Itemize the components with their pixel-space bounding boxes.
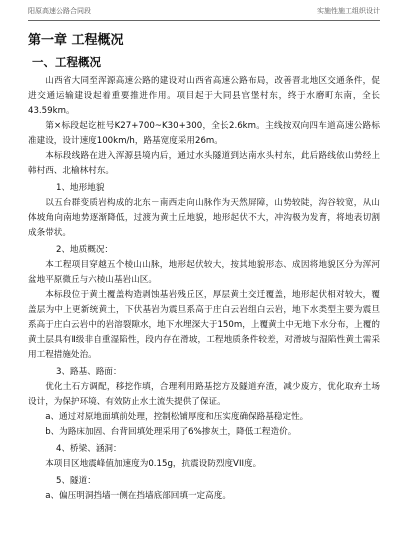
geology-heading: 2、地质概况：: [56, 245, 114, 255]
page-header: [28, 0, 380, 21]
roadbed-item-a: a、通过对原地面填前处理，控制松铺厚度和压实度确保路基稳定性。: [45, 412, 309, 422]
bridge-heading: 4、桥梁、涵洞：: [56, 444, 122, 454]
geology-paragraph-1: 本工程项目穿越五个棱山山脉，地形起伏较大，按其地貌形态、成因将地貌区分为浑河盆地平原微丘与六棱山基岩山区。: [28, 260, 380, 285]
roadbed-item-b: b、为路床加固、台背回填处理采用了6%掺灰土，降低工程造价。: [45, 427, 297, 437]
bridge-paragraph: 本项目区地震峰值加速度为0.15g，抗震设防烈度VII度。: [45, 459, 262, 469]
roadbed-paragraph: 优化土石方调配，移挖作填，合理利用路基挖方及隧道弃渣，减少废方，优化取弃土场设计，为保护环境、有效防止水土流失提供了保证。: [28, 382, 380, 407]
bid-paragraph: 第×标段起讫桩号K27+700~K30+300，全长2.6km。主线按双向四车道高速公路标准建设，设计速度100km/h，路基宽度采用26m。: [28, 121, 380, 146]
tunnel-heading: 5、隧道：: [56, 476, 96, 486]
geology-paragraph-2: 本标段位于黄土覆盖构造剥蚀基岩残丘区，厚层黄土交迁覆盖，地形起伏相对较大，覆盖层为中上更新统黄土，下伏基岩为震旦系高于庄白云岩组白云岩，地下水类型主要为震旦系高于庄白云岩中的岩溶裂隙水，地下水埋深大于150m，上覆黄土中无地下水分布，上覆的黄土层具有Ⅱ级非自重湿陷性，段内存在滑坡，工程地质条件较差，对滑坡与湿陷性黄土需采用工程措施处治。: [28, 290, 380, 360]
header-left: 阳原高速公路合同段: [28, 7, 91, 15]
tunnel-item-a: a、偏压明洞挡墙一侧在挡墙底部回填一定高度。: [45, 491, 231, 501]
intro-paragraph: 山西省大同至浑源高速公路的建设对山西省高速公路布局，改善晋北地区交通条件，促进交通运输建设起着重要推进作用。项目起于大同县官堡村东，终于水磨町东南，全长43.59km。: [28, 76, 380, 116]
route-paragraph: 本标段线路在进入浑源县境内后，通过水头隧道到达南水头村东，此后路线依山势经上韩村西、北榆林村东。: [28, 151, 380, 176]
header-right: 实施性施工组织设计: [317, 7, 380, 15]
topography-heading: 1、地形地貌: [56, 183, 105, 193]
topography-paragraph: 以五台群变质岩构成的北东－南西走向山脉作为天然屏障，山势较陡，沟谷较宽，从山体坡角向南地势逐渐降低，过渡为黄土丘地貌，地形起伏不大，冲沟极为发育，将地表切割成条带状。: [28, 198, 380, 238]
roadbed-heading: 3、路基、路面：: [56, 367, 122, 377]
chapter-title: 第一章 工程概况: [28, 33, 124, 48]
section-title: 一、工程概况: [32, 55, 101, 69]
